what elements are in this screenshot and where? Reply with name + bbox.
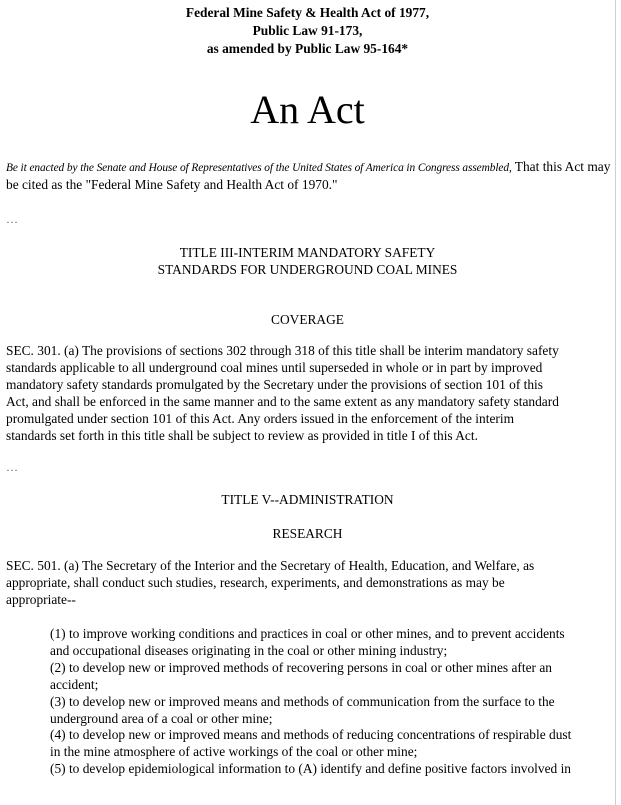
list-item-line: accident; [50,676,99,692]
list-item-line: in the mine atmosphere of active workings of the coal or other mine; [50,744,418,760]
title-iii-line: STANDARDS FOR UNDERGROUND COAL MINES [157,261,458,277]
text-line: standards applicable to all underground coal mines until superseded in whole or in part by improved [6,359,543,375]
title-iii-heading [0,245,615,278]
list-item-line: (2) to develop new or improved methods of recovering persons in coal or other mines after an [50,659,552,675]
sec-501-paragraph [6,558,612,609]
list-item-line: (5) to develop epidemiological information to (A) identify and define positive factors involved in [50,761,571,777]
enacting-rest: That this Act may [511,159,611,174]
document-header [0,4,615,58]
text-line: promulgated under section 101 of this Act. Any orders issued in the enforcement of the interim [6,410,514,426]
text-line: appropriate, shall conduct such studies, research, experiments, and demonstrations as may be [6,574,505,590]
header-line: Public Law 91-173, [252,23,363,38]
header-line: as amended by Public Law 95-164* [206,41,409,56]
research-list [50,626,610,778]
text-line: SEC. 501. (a) The Secretary of the Interior and the Secretary of Health, Education, and Welfare, as [6,558,535,573]
text-line: mandatory safety standards promulgated by the Secretary under the provisions of section 101 of this [6,376,543,392]
text-line: SEC. 301. (a) The provisions of sections 302 through 318 of this title shall be interim mandatory safety [6,343,559,358]
ellipsis: … [6,212,18,226]
enacting-line: be cited as the "Federal Mine Safety and Health Act of 1970." [6,176,338,192]
list-item-line: and occupational diseases originating in the coal or other mining industry; [50,642,448,658]
enacting-italic: Be it enacted by the Senate and House of Representatives of the United States of America in Congress assembled, [6,162,512,174]
enacting-clause [6,159,612,194]
ellipsis: … [6,460,18,474]
text-line: standards set forth in this title shall be subject to review as provided in title I of this Act. [6,427,478,443]
sec-301-paragraph [6,343,612,444]
text-line: appropriate-- [6,591,76,607]
title-v-heading: TITLE V--ADMINISTRATION [221,492,394,507]
list-item-line: (1) to improve working conditions and practices in coal or other mines, and to prevent accidents [50,626,565,641]
coverage-heading: COVERAGE [271,312,344,327]
header-line: Federal Mine Safety & Health Act of 1977, [185,5,430,20]
title-iii-line: TITLE III-INTERIM MANDATORY SAFETY [179,245,436,260]
document-title: An Act [250,87,365,132]
list-item-line: (4) to develop new or improved means and methods of reducing concentrations of respirable dust [50,727,572,743]
text-line: Act, and shall be enforced in the same manner and to the same extent as any mandatory safety standard [6,393,559,409]
list-item-line: (3) to develop new or improved means and methods of communication from the surface to the [50,693,555,709]
list-item-line: underground area of a coal or other mine; [50,710,273,726]
research-heading: RESEARCH [272,526,343,541]
